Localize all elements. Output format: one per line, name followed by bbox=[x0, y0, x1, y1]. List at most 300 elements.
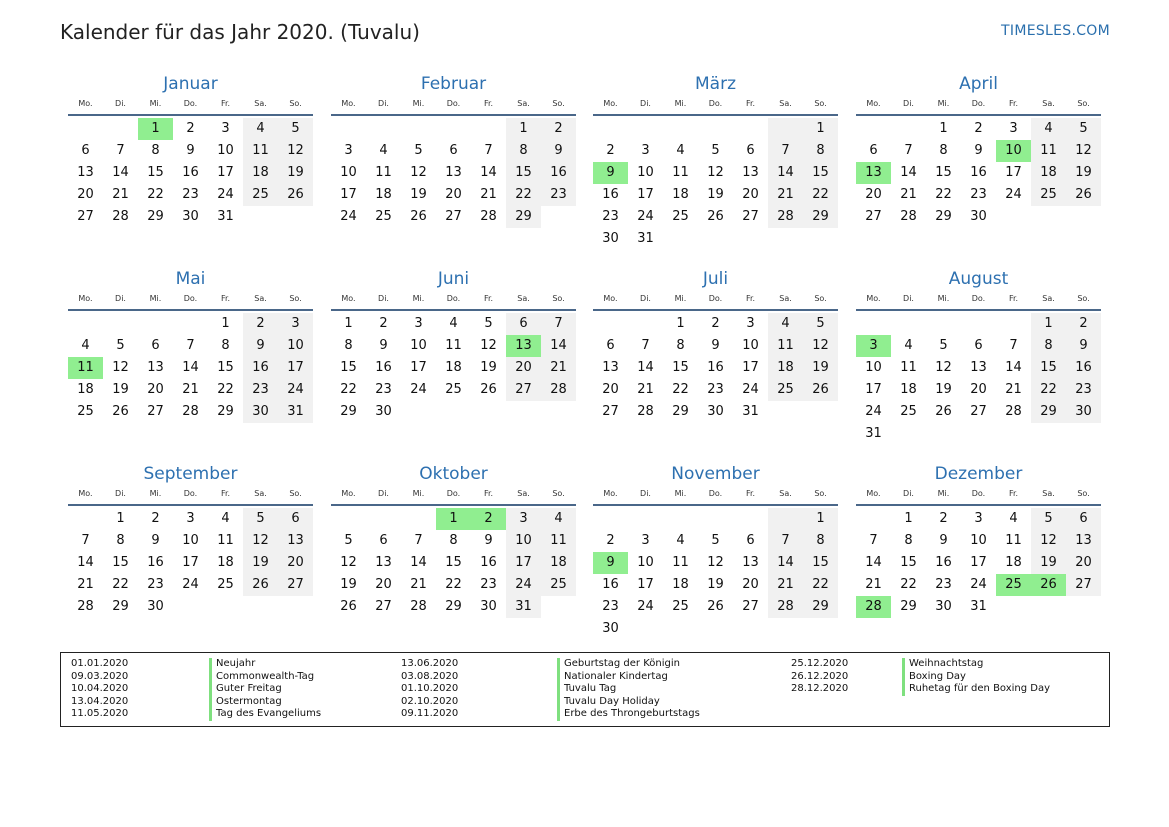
day-cell: 1 bbox=[939, 121, 948, 136]
day-cell: 5 bbox=[414, 143, 423, 158]
empty-cell bbox=[138, 313, 173, 335]
day-cell: 28 bbox=[182, 404, 199, 419]
day-cell: 27 bbox=[742, 599, 759, 614]
holiday-day-cell: 9 bbox=[593, 552, 628, 574]
day-cell: 13 bbox=[445, 165, 462, 180]
day-cell: 6 bbox=[746, 533, 755, 548]
day-cell: 13 bbox=[147, 360, 164, 375]
day-grid bbox=[68, 311, 313, 423]
weekday-label: Fr. bbox=[745, 489, 756, 498]
month-name: Juli bbox=[702, 269, 729, 289]
day-cell: 14 bbox=[637, 360, 654, 375]
day-cell: 22 bbox=[1031, 379, 1066, 401]
weekday-label: Di. bbox=[378, 99, 389, 108]
month-name: März bbox=[695, 74, 736, 94]
day-cell: 30 bbox=[480, 599, 497, 614]
empty-cell bbox=[698, 618, 733, 640]
empty-cell bbox=[996, 596, 1031, 618]
weekday-label: Mi. bbox=[149, 99, 162, 108]
day-cell: 24 bbox=[865, 404, 882, 419]
day-grid bbox=[331, 116, 576, 228]
day-cell: 31 bbox=[865, 426, 882, 441]
day-cell: 6 bbox=[506, 313, 541, 335]
weekday-header bbox=[856, 291, 1101, 311]
day-cell: 17 bbox=[637, 577, 654, 592]
day-grid bbox=[856, 116, 1101, 228]
day-cell: 8 bbox=[506, 140, 541, 162]
day-cell: 2 bbox=[606, 143, 615, 158]
day-cell: 25 bbox=[900, 404, 917, 419]
day-cell: 7 bbox=[641, 338, 650, 353]
empty-cell bbox=[891, 118, 926, 140]
weekday-label: Mi. bbox=[412, 489, 425, 498]
day-cell: 17 bbox=[217, 165, 234, 180]
weekday-header bbox=[68, 96, 313, 116]
day-cell: 19 bbox=[278, 162, 313, 184]
day-cell: 9 bbox=[974, 143, 983, 158]
day-cell: 26 bbox=[112, 404, 129, 419]
day-cell: 4 bbox=[904, 338, 913, 353]
weekday-label: So. bbox=[1077, 99, 1090, 108]
day-cell: 17 bbox=[742, 360, 759, 375]
day-cell: 13 bbox=[77, 165, 94, 180]
day-cell: 9 bbox=[1066, 335, 1101, 357]
weekday-label: Do. bbox=[183, 294, 198, 303]
day-cell: 20 bbox=[278, 552, 313, 574]
day-cell: 21 bbox=[480, 187, 497, 202]
day-cell: 5 bbox=[484, 316, 493, 331]
month-name: Mai bbox=[175, 269, 206, 289]
holiday-name: Ruhetag für den Boxing Day bbox=[902, 683, 1050, 696]
holiday-name: Ostermontag bbox=[209, 696, 282, 709]
day-cell: 3 bbox=[506, 508, 541, 530]
day-cell: 28 bbox=[768, 596, 803, 618]
site-link[interactable]: TIMESLES.COM bbox=[1001, 23, 1110, 39]
day-cell: 4 bbox=[541, 508, 576, 530]
day-cell: 7 bbox=[116, 143, 125, 158]
day-cell: 18 bbox=[1005, 555, 1022, 570]
holiday-date: 11.05.2020 bbox=[71, 708, 129, 719]
day-grid bbox=[331, 506, 576, 618]
day-cell: 15 bbox=[803, 552, 838, 574]
weekday-header bbox=[593, 96, 838, 116]
day-cell: 25 bbox=[672, 209, 689, 224]
day-cell: 6 bbox=[81, 143, 90, 158]
empty-cell bbox=[856, 118, 891, 140]
day-grid bbox=[331, 311, 576, 423]
weekday-label: Do. bbox=[446, 99, 461, 108]
day-cell: 30 bbox=[243, 401, 278, 423]
empty-cell bbox=[366, 118, 401, 140]
day-cell: 18 bbox=[375, 187, 392, 202]
day-cell: 15 bbox=[900, 555, 917, 570]
empty-cell bbox=[733, 228, 768, 250]
day-cell: 29 bbox=[217, 404, 234, 419]
day-cell: 2 bbox=[541, 118, 576, 140]
day-cell: 21 bbox=[768, 574, 803, 596]
day-cell: 19 bbox=[410, 187, 427, 202]
weekday-label: Mi. bbox=[149, 489, 162, 498]
empty-cell bbox=[768, 401, 803, 423]
weekday-label: Mi. bbox=[937, 489, 950, 498]
holiday-day-cell: 2 bbox=[471, 508, 506, 530]
day-cell: 20 bbox=[77, 187, 94, 202]
day-cell: 19 bbox=[243, 552, 278, 574]
day-cell: 4 bbox=[449, 316, 458, 331]
weekday-label: Mi. bbox=[674, 99, 687, 108]
day-cell: 8 bbox=[449, 533, 458, 548]
holiday-name: Erbe des Throngeburtstags bbox=[557, 708, 700, 721]
empty-cell bbox=[593, 508, 628, 530]
weekday-label: Fr. bbox=[220, 294, 231, 303]
day-cell: 15 bbox=[935, 165, 952, 180]
day-cell: 14 bbox=[112, 165, 129, 180]
holiday-date: 26.12.2020 bbox=[791, 670, 849, 682]
day-cell: 5 bbox=[711, 143, 720, 158]
month-november bbox=[593, 462, 838, 640]
day-cell: 28 bbox=[768, 206, 803, 228]
day-cell: 23 bbox=[707, 382, 724, 397]
month-name: Januar bbox=[163, 74, 218, 94]
weekday-label: Sa. bbox=[254, 294, 267, 303]
day-cell: 22 bbox=[506, 184, 541, 206]
empty-cell bbox=[768, 228, 803, 250]
day-cell: 11 bbox=[768, 335, 803, 357]
empty-cell bbox=[506, 401, 541, 423]
day-cell: 23 bbox=[541, 184, 576, 206]
day-cell: 23 bbox=[602, 209, 619, 224]
day-cell: 25 bbox=[768, 379, 803, 401]
holiday-legend bbox=[60, 652, 1110, 727]
day-cell: 20 bbox=[147, 382, 164, 397]
empty-cell bbox=[698, 228, 733, 250]
day-cell: 6 bbox=[606, 338, 615, 353]
holiday-day-cell: 11 bbox=[68, 357, 103, 379]
day-cell: 4 bbox=[379, 143, 388, 158]
day-cell: 29 bbox=[672, 404, 689, 419]
empty-cell bbox=[68, 508, 103, 530]
empty-cell bbox=[1066, 206, 1101, 228]
day-cell: 25 bbox=[375, 209, 392, 224]
day-cell: 11 bbox=[375, 165, 392, 180]
weekday-label: Mi. bbox=[412, 294, 425, 303]
day-cell: 14 bbox=[768, 162, 803, 184]
holiday-day-cell: 9 bbox=[593, 162, 628, 184]
weekday-label: Do. bbox=[446, 294, 461, 303]
holiday-name: Nationaler Kindertag bbox=[557, 671, 668, 684]
month-name: April bbox=[959, 74, 998, 94]
day-cell: 6 bbox=[379, 533, 388, 548]
day-cell: 22 bbox=[340, 382, 357, 397]
day-cell: 27 bbox=[147, 404, 164, 419]
empty-cell bbox=[628, 508, 663, 530]
day-cell: 8 bbox=[344, 338, 353, 353]
day-cell: 8 bbox=[116, 533, 125, 548]
day-cell: 13 bbox=[1066, 530, 1101, 552]
weekday-label: Fr. bbox=[483, 294, 494, 303]
weekday-label: Sa. bbox=[517, 294, 530, 303]
holiday-day-cell: 13 bbox=[856, 162, 891, 184]
day-cell: 16 bbox=[602, 577, 619, 592]
weekday-header bbox=[593, 486, 838, 506]
day-cell: 9 bbox=[484, 533, 493, 548]
day-grid bbox=[68, 116, 313, 228]
weekday-label: Fr. bbox=[1008, 489, 1019, 498]
day-cell: 22 bbox=[112, 577, 129, 592]
weekday-label: Sa. bbox=[1042, 489, 1055, 498]
day-cell: 8 bbox=[221, 338, 230, 353]
day-cell: 21 bbox=[541, 357, 576, 379]
weekday-label: Di. bbox=[640, 489, 651, 498]
weekday-label: So. bbox=[289, 294, 302, 303]
day-cell: 19 bbox=[480, 360, 497, 375]
day-cell: 25 bbox=[217, 577, 234, 592]
empty-cell bbox=[401, 401, 436, 423]
day-cell: 3 bbox=[641, 143, 650, 158]
day-cell: 28 bbox=[112, 209, 129, 224]
day-cell: 23 bbox=[935, 577, 952, 592]
weekday-header bbox=[856, 96, 1101, 116]
day-cell: 11 bbox=[1005, 533, 1022, 548]
day-cell: 5 bbox=[116, 338, 125, 353]
day-cell: 26 bbox=[707, 599, 724, 614]
empty-cell bbox=[663, 228, 698, 250]
day-cell: 7 bbox=[484, 143, 493, 158]
weekday-header bbox=[593, 291, 838, 311]
weekday-label: So. bbox=[814, 99, 827, 108]
day-cell: 27 bbox=[970, 404, 987, 419]
day-cell: 22 bbox=[147, 187, 164, 202]
day-cell: 2 bbox=[379, 316, 388, 331]
day-cell: 5 bbox=[939, 338, 948, 353]
weekday-label: Sa. bbox=[1042, 294, 1055, 303]
day-cell: 16 bbox=[602, 187, 619, 202]
holiday-day-cell: 13 bbox=[506, 335, 541, 357]
day-cell: 30 bbox=[935, 599, 952, 614]
day-cell: 7 bbox=[186, 338, 195, 353]
day-cell: 18 bbox=[77, 382, 94, 397]
holiday-name: Tuvalu Tag bbox=[557, 683, 616, 696]
holiday-name: Commonwealth-Tag bbox=[209, 671, 314, 684]
day-cell: 7 bbox=[768, 140, 803, 162]
day-cell: 20 bbox=[506, 357, 541, 379]
empty-cell bbox=[401, 118, 436, 140]
day-cell: 9 bbox=[379, 338, 388, 353]
day-cell: 10 bbox=[506, 530, 541, 552]
day-cell: 8 bbox=[803, 140, 838, 162]
holiday-name: Tag des Evangeliums bbox=[209, 708, 321, 721]
weekday-label: Sa. bbox=[1042, 99, 1055, 108]
day-cell: 31 bbox=[506, 596, 541, 618]
day-cell: 8 bbox=[151, 143, 160, 158]
day-cell: 21 bbox=[637, 382, 654, 397]
empty-cell bbox=[768, 118, 803, 140]
weekday-label: Fr. bbox=[483, 489, 494, 498]
empty-cell bbox=[996, 206, 1031, 228]
month-name: November bbox=[671, 464, 760, 484]
day-cell: 10 bbox=[278, 335, 313, 357]
month-märz bbox=[593, 72, 838, 250]
weekday-label: So. bbox=[552, 99, 565, 108]
day-cell: 17 bbox=[410, 360, 427, 375]
day-cell: 10 bbox=[742, 338, 759, 353]
day-cell: 26 bbox=[1066, 184, 1101, 206]
day-cell: 20 bbox=[865, 187, 882, 202]
month-mai bbox=[68, 267, 313, 423]
day-cell: 29 bbox=[900, 599, 917, 614]
day-cell: 27 bbox=[742, 209, 759, 224]
day-cell: 10 bbox=[637, 165, 654, 180]
day-cell: 19 bbox=[707, 187, 724, 202]
day-cell: 19 bbox=[340, 577, 357, 592]
day-cell: 9 bbox=[243, 335, 278, 357]
holiday-date: 03.08.2020 bbox=[401, 670, 459, 682]
weekday-label: Mo. bbox=[603, 294, 618, 303]
month-august bbox=[856, 267, 1101, 445]
month-september bbox=[68, 462, 313, 618]
day-cell: 21 bbox=[900, 187, 917, 202]
holiday-name: Boxing Day bbox=[902, 671, 966, 684]
holiday-date: 28.12.2020 bbox=[791, 683, 849, 694]
day-cell: 23 bbox=[147, 577, 164, 592]
day-cell: 18 bbox=[900, 382, 917, 397]
day-cell: 30 bbox=[602, 231, 619, 246]
weekday-label: Mo. bbox=[603, 99, 618, 108]
day-cell: 22 bbox=[445, 577, 462, 592]
empty-cell bbox=[401, 508, 436, 530]
weekday-label: Sa. bbox=[517, 489, 530, 498]
day-cell: 24 bbox=[742, 382, 759, 397]
day-cell: 13 bbox=[278, 530, 313, 552]
empty-cell bbox=[593, 118, 628, 140]
day-cell: 24 bbox=[410, 382, 427, 397]
weekday-label: Do. bbox=[183, 99, 198, 108]
day-cell: 23 bbox=[1066, 379, 1101, 401]
empty-cell bbox=[961, 423, 996, 445]
day-cell: 28 bbox=[541, 379, 576, 401]
day-cell: 30 bbox=[707, 404, 724, 419]
weekday-label: Mo. bbox=[341, 99, 356, 108]
day-cell: 1 bbox=[116, 511, 125, 526]
month-name: Juni bbox=[437, 269, 470, 289]
day-cell: 30 bbox=[1066, 401, 1101, 423]
day-cell: 6 bbox=[974, 338, 983, 353]
empty-cell bbox=[471, 118, 506, 140]
day-cell: 27 bbox=[506, 379, 541, 401]
weekday-label: So. bbox=[1077, 294, 1090, 303]
holiday-date: 09.03.2020 bbox=[71, 670, 129, 682]
day-grid bbox=[593, 311, 838, 423]
empty-cell bbox=[173, 596, 208, 618]
day-cell: 2 bbox=[243, 313, 278, 335]
day-cell: 12 bbox=[410, 165, 427, 180]
weekday-label: Fr. bbox=[745, 294, 756, 303]
day-grid bbox=[593, 506, 838, 640]
day-cell: 20 bbox=[375, 577, 392, 592]
day-cell: 26 bbox=[410, 209, 427, 224]
empty-cell bbox=[733, 508, 768, 530]
day-cell: 18 bbox=[672, 577, 689, 592]
day-cell: 21 bbox=[182, 382, 199, 397]
empty-cell bbox=[1031, 596, 1066, 618]
day-cell: 23 bbox=[243, 379, 278, 401]
empty-cell bbox=[891, 313, 926, 335]
day-cell: 15 bbox=[506, 162, 541, 184]
weekday-label: Mi. bbox=[674, 294, 687, 303]
day-cell: 12 bbox=[803, 335, 838, 357]
empty-cell bbox=[1031, 206, 1066, 228]
holiday-date: 01.10.2020 bbox=[401, 683, 459, 694]
empty-cell bbox=[1031, 423, 1066, 445]
day-cell: 16 bbox=[147, 555, 164, 570]
day-cell: 24 bbox=[637, 599, 654, 614]
day-cell: 15 bbox=[112, 555, 129, 570]
day-cell: 28 bbox=[77, 599, 94, 614]
day-cell: 19 bbox=[112, 382, 129, 397]
day-cell: 10 bbox=[865, 360, 882, 375]
day-cell: 7 bbox=[1009, 338, 1018, 353]
day-cell: 31 bbox=[278, 401, 313, 423]
day-cell: 29 bbox=[445, 599, 462, 614]
day-cell: 17 bbox=[340, 187, 357, 202]
day-cell: 6 bbox=[869, 143, 878, 158]
day-cell: 2 bbox=[711, 316, 720, 331]
day-cell: 16 bbox=[541, 162, 576, 184]
empty-cell bbox=[663, 508, 698, 530]
day-cell: 31 bbox=[217, 209, 234, 224]
day-cell: 9 bbox=[541, 140, 576, 162]
empty-cell bbox=[471, 401, 506, 423]
day-cell: 22 bbox=[803, 184, 838, 206]
day-cell: 27 bbox=[1066, 574, 1101, 596]
empty-cell bbox=[593, 313, 628, 335]
holiday-day-cell: 1 bbox=[436, 508, 471, 530]
day-cell: 17 bbox=[970, 555, 987, 570]
day-cell: 24 bbox=[340, 209, 357, 224]
day-cell: 27 bbox=[602, 404, 619, 419]
day-cell: 10 bbox=[410, 338, 427, 353]
weekday-label: Mo. bbox=[78, 294, 93, 303]
day-cell: 8 bbox=[676, 338, 685, 353]
weekday-label: Mo. bbox=[78, 489, 93, 498]
weekday-label: Di. bbox=[378, 489, 389, 498]
day-cell: 2 bbox=[606, 533, 615, 548]
empty-cell bbox=[243, 596, 278, 618]
weekday-label: Do. bbox=[183, 489, 198, 498]
day-cell: 29 bbox=[506, 206, 541, 228]
weekday-header bbox=[68, 291, 313, 311]
day-cell: 30 bbox=[147, 599, 164, 614]
weekday-label: Do. bbox=[971, 99, 986, 108]
holiday-day-cell: 25 bbox=[996, 574, 1031, 596]
day-cell: 9 bbox=[151, 533, 160, 548]
day-cell: 9 bbox=[711, 338, 720, 353]
empty-cell bbox=[331, 508, 366, 530]
weekday-label: Sa. bbox=[779, 294, 792, 303]
weekday-label: So. bbox=[289, 99, 302, 108]
day-cell: 15 bbox=[147, 165, 164, 180]
day-cell: 5 bbox=[803, 313, 838, 335]
month-dezember bbox=[856, 462, 1101, 618]
day-cell: 9 bbox=[186, 143, 195, 158]
page-title: Kalender für das Jahr 2020. (Tuvalu) bbox=[60, 20, 420, 44]
day-cell: 7 bbox=[541, 313, 576, 335]
day-cell: 3 bbox=[278, 313, 313, 335]
day-cell: 15 bbox=[672, 360, 689, 375]
holiday-day-cell: 10 bbox=[996, 140, 1031, 162]
holiday-name: Neujahr bbox=[209, 658, 255, 671]
weekday-header bbox=[68, 486, 313, 506]
